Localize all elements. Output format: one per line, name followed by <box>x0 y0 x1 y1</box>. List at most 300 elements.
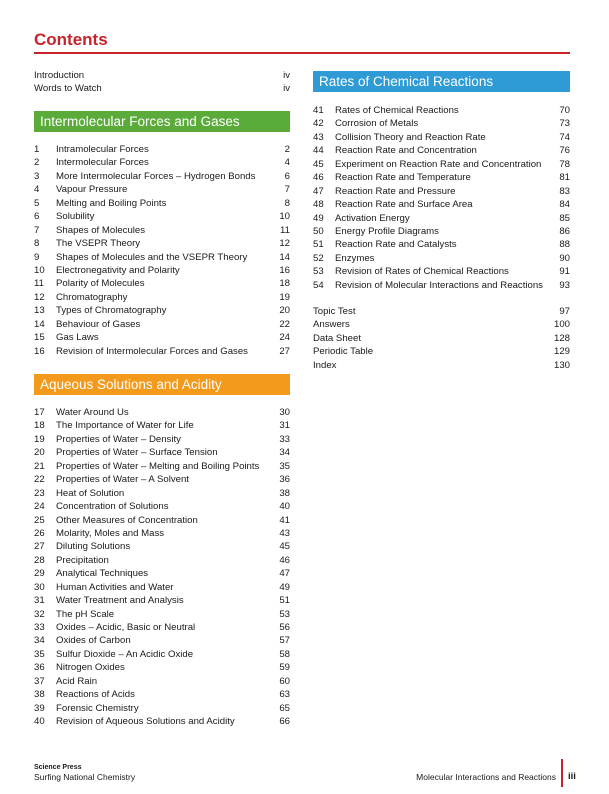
toc-entry-label: Energy Profile Diagrams <box>335 225 439 237</box>
toc-entry-number: 33 <box>34 622 45 633</box>
toc-entry-label: Vapour Pressure <box>56 184 128 196</box>
toc-entry-title <box>34 648 270 661</box>
toc-entry-title <box>34 621 270 634</box>
toc-entry-page: 33 <box>279 433 290 445</box>
toc-entry-number: 18 <box>34 420 45 432</box>
toc-entry-number: 13 <box>34 305 45 317</box>
toc-entry-title <box>34 318 270 331</box>
toc-entry-label: The VSEPR Theory <box>56 238 141 250</box>
toc-entry-page: 97 <box>559 306 570 317</box>
toc-entry[interactable] <box>313 131 570 144</box>
toc-entry-label: Solubility <box>56 211 95 223</box>
toc-entry-title <box>34 264 270 277</box>
toc-entry-page: 65 <box>279 702 290 714</box>
series-name: Surfing National Chemistry <box>34 772 136 782</box>
toc-entry-words-to-watch[interactable] <box>34 82 290 95</box>
toc-entry-label: Heat of Solution <box>56 487 125 499</box>
toc-entry-number: 54 <box>313 279 324 291</box>
toc-entry-number: 20 <box>34 447 45 459</box>
toc-entry[interactable] <box>313 238 570 251</box>
toc-entry-page: 30 <box>279 407 290 418</box>
toc-entry-number: 5 <box>34 197 40 209</box>
toc-entry[interactable] <box>313 185 570 198</box>
toc-entry-title <box>34 608 270 621</box>
toc-entry-number: 52 <box>313 252 324 264</box>
toc-entry-page: iv <box>283 83 290 95</box>
toc-entry-title <box>34 514 270 527</box>
toc-entry-number: 31 <box>34 595 45 607</box>
toc-entry[interactable] <box>34 264 290 277</box>
toc-entry-title <box>313 318 550 331</box>
toc-entry-page: 35 <box>279 460 290 472</box>
toc-entry-page: 51 <box>279 595 290 607</box>
toc-entry-label: Human Activities and Water <box>56 581 174 593</box>
toc-entry-page: 4 <box>284 157 290 169</box>
toc-entry[interactable] <box>34 661 290 674</box>
toc-entry-label: Oxides – Acidic, Basic or Neutral <box>56 622 196 633</box>
toc-entry-label: Properties of Water – Density <box>56 433 181 445</box>
toc-entry[interactable] <box>34 581 290 594</box>
toc-entry-page: 40 <box>279 501 290 513</box>
toc-entry-page: 85 <box>559 212 570 224</box>
toc-entry-number: 7 <box>34 224 40 236</box>
toc-entry-page: 86 <box>559 225 570 237</box>
toc-entry-number: 10 <box>34 264 45 276</box>
toc-entry-label: Acid Rain <box>56 675 98 687</box>
toc-entry-label: Forensic Chemistry <box>56 702 139 714</box>
toc-entry-label: Intermolecular Forces <box>56 157 149 169</box>
toc-entry[interactable] <box>34 648 290 661</box>
toc-entry-number: 17 <box>34 407 45 418</box>
toc-entry-label: Corrosion of Metals <box>335 118 419 130</box>
toc-entry-label: Reactions of Acids <box>56 689 135 701</box>
toc-entry-label: Gas Laws <box>56 332 99 344</box>
toc-entry-title <box>313 131 550 144</box>
toc-entry-number: 44 <box>313 145 324 157</box>
toc-entry[interactable] <box>34 406 290 419</box>
toc-entry-number: 19 <box>34 433 45 445</box>
toc-entry[interactable] <box>34 487 290 500</box>
toc-entry[interactable] <box>34 331 290 344</box>
toc-entry-page: 66 <box>279 716 290 728</box>
toc-entry-label: Revision of Rates of Chemical Reactions <box>335 266 509 278</box>
toc-entry-title <box>313 212 550 225</box>
toc-entry-title <box>34 419 270 432</box>
toc-entry-label: Introduction <box>34 70 85 81</box>
toc-entry-number: 8 <box>34 238 40 250</box>
toc-entry-label: Experiment on Reaction Rate and Concentration <box>335 158 542 170</box>
toc-entry-number: 23 <box>34 487 45 499</box>
toc-entry-number: 30 <box>34 581 45 593</box>
toc-entry-page: 93 <box>559 279 570 291</box>
toc-entry-page: 59 <box>279 662 290 674</box>
page-number: iii <box>568 771 576 782</box>
toc-entry-number: 48 <box>313 199 324 211</box>
toc-entry-page: 7 <box>284 184 290 196</box>
toc-entry-page: 10 <box>279 211 290 223</box>
toc-entry-page: 36 <box>279 474 290 486</box>
toc-entry[interactable] <box>313 332 570 345</box>
toc-entry[interactable] <box>34 170 290 183</box>
toc-entry-page: 12 <box>279 238 290 250</box>
toc-entry-page: 18 <box>279 278 290 290</box>
section-list-aqueous <box>34 406 290 729</box>
toc-entry-label: Polarity of Molecules <box>56 278 145 290</box>
toc-entry-page: 81 <box>559 172 570 184</box>
toc-entry-label: Revision of Intermolecular Forces and Gases <box>56 345 248 357</box>
toc-entry-label: Analytical Techniques <box>56 568 149 580</box>
toc-entry[interactable] <box>34 594 290 607</box>
toc-entry-label: Properties of Water – A Solvent <box>56 474 189 486</box>
toc-entry-label: Reaction Rate and Concentration <box>335 145 477 157</box>
toc-entry-number: 34 <box>34 635 45 647</box>
toc-entry[interactable] <box>34 634 290 647</box>
toc-entry-page: 38 <box>279 487 290 499</box>
toc-entry-number: 51 <box>313 239 324 251</box>
toc-entry-title <box>34 345 270 358</box>
toc-entry-title <box>313 158 550 171</box>
toc-entry-label: Concentration of Solutions <box>56 501 169 513</box>
toc-entry-title <box>34 473 270 486</box>
toc-entry-number: 4 <box>34 184 40 196</box>
toc-entry-title <box>34 527 270 540</box>
toc-entry-label: Oxides of Carbon <box>56 635 131 647</box>
toc-entry[interactable] <box>313 171 570 184</box>
toc-entry-label: Enzymes <box>335 252 375 264</box>
toc-entry-page: 129 <box>553 346 570 358</box>
toc-entry-title <box>313 185 550 198</box>
toc-entry-label: Water Around Us <box>56 407 129 418</box>
toc-entry[interactable] <box>34 473 290 486</box>
toc-entry[interactable] <box>34 251 290 264</box>
toc-entry-title <box>313 238 550 251</box>
toc-entry-title <box>34 170 270 183</box>
toc-entry-number: 25 <box>34 514 45 526</box>
footer-book-title: Molecular Interactions and Reactions <box>416 772 556 782</box>
footer-publisher-block <box>34 764 135 782</box>
toc-entry-label: Collision Theory and Reaction Rate <box>335 131 486 143</box>
toc-entry[interactable] <box>313 318 570 331</box>
toc-entry-page: 16 <box>279 264 290 276</box>
toc-entry-label: Properties of Water – Surface Tension <box>56 447 218 459</box>
toc-entry[interactable] <box>34 688 290 701</box>
toc-entry[interactable] <box>34 621 290 634</box>
toc-entry-number: 6 <box>34 211 40 223</box>
toc-entry-title <box>313 359 550 372</box>
toc-entry-label: Reaction Rate and Pressure <box>335 185 456 197</box>
toc-entry-title <box>34 567 270 580</box>
toc-entry-number: 47 <box>313 185 324 197</box>
toc-entry-page: 11 <box>280 224 290 236</box>
toc-entry-number: 49 <box>313 212 324 224</box>
toc-entry[interactable] <box>34 702 290 715</box>
toc-entry-number: 2 <box>34 157 40 169</box>
toc-entry-label: The Importance of Water for Life <box>56 420 194 432</box>
toc-entry-page: 43 <box>279 527 290 539</box>
toc-entry-number: 15 <box>34 332 45 344</box>
page-title: Contents <box>34 30 108 49</box>
toc-entry-label: Reaction Rate and Temperature <box>335 172 471 184</box>
toc-entry-title <box>34 634 270 647</box>
toc-entry[interactable] <box>313 117 570 130</box>
toc-entry-page: 31 <box>279 420 290 432</box>
toc-entry[interactable] <box>313 198 570 211</box>
toc-entry-number: 40 <box>34 716 45 728</box>
toc-entry[interactable] <box>34 460 290 473</box>
toc-entry[interactable] <box>313 345 570 358</box>
toc-entry-label: Revision of Aqueous Solutions and Acidity <box>56 716 235 728</box>
toc-entry-label: Diluting Solutions <box>56 541 131 553</box>
toc-entry-title <box>313 305 550 318</box>
toc-entry[interactable] <box>34 514 290 527</box>
toc-entry-number: 21 <box>34 460 45 472</box>
section-heading-aqueous: Aqueous Solutions and Acidity <box>34 374 290 395</box>
toc-entry-page: 41 <box>279 514 290 526</box>
toc-entry[interactable] <box>34 433 290 446</box>
toc-entry[interactable] <box>34 527 290 540</box>
toc-entry-number: 42 <box>313 118 324 130</box>
toc-entry-number: 35 <box>34 648 45 660</box>
toc-entry-title <box>313 265 550 278</box>
toc-entry-title <box>34 156 270 169</box>
toc-entry[interactable] <box>34 224 290 237</box>
toc-entry-page: 57 <box>279 635 290 647</box>
toc-entry[interactable] <box>34 540 290 553</box>
footer-divider <box>561 759 563 787</box>
toc-entry-label: Other Measures of Concentration <box>56 514 198 526</box>
toc-entry-page: 83 <box>559 185 570 197</box>
toc-entry[interactable] <box>34 304 290 317</box>
toc-entry-page: 130 <box>553 359 570 371</box>
toc-entry-number: 50 <box>313 225 324 237</box>
toc-entry-page: 60 <box>279 675 290 687</box>
toc-entry-label: More Intermolecular Forces – Hydrogen Bonds <box>56 170 256 182</box>
toc-entry-page: 70 <box>559 105 570 116</box>
publisher-name: Science Press <box>34 764 82 771</box>
toc-entry-page: 22 <box>279 318 290 330</box>
toc-entry-number: 9 <box>34 251 40 263</box>
toc-entry-label: Nitrogen Oxides <box>56 662 125 674</box>
section-list-rates <box>313 104 570 292</box>
toc-entry[interactable] <box>313 158 570 171</box>
toc-entry-title <box>313 198 550 211</box>
toc-entry[interactable] <box>34 318 290 331</box>
toc-entry-page: 63 <box>279 689 290 701</box>
toc-entry-title <box>34 715 270 728</box>
toc-entry-label: Chromatography <box>56 291 128 303</box>
toc-entry[interactable] <box>34 291 290 304</box>
front-matter-list <box>34 69 290 96</box>
toc-entry-number: 43 <box>313 131 324 143</box>
toc-entry-title <box>34 304 270 317</box>
toc-entry-title <box>34 460 270 473</box>
toc-entry[interactable] <box>34 237 290 250</box>
toc-entry[interactable] <box>34 156 290 169</box>
toc-entry-page: 53 <box>279 608 290 620</box>
toc-entry[interactable] <box>313 212 570 225</box>
toc-entry-title <box>34 210 270 223</box>
toc-entry-label: Words to Watch <box>34 83 102 95</box>
toc-entry-page: 49 <box>279 581 290 593</box>
toc-entry-title <box>34 581 270 594</box>
toc-entry-title <box>34 406 270 419</box>
toc-entry-label: Periodic Table <box>313 346 374 358</box>
toc-entry-page: 45 <box>279 541 290 553</box>
toc-entry-title <box>313 225 550 238</box>
toc-entry-label: Properties of Water – Melting and Boiling Points <box>56 460 260 472</box>
toc-entry-title <box>34 331 270 344</box>
toc-entry[interactable] <box>34 554 290 567</box>
toc-entry-label: Water Treatment and Analysis <box>56 595 184 607</box>
toc-entry-page: 73 <box>559 118 570 130</box>
toc-entry-label: Answers <box>313 319 350 331</box>
toc-entry-title <box>313 104 550 117</box>
toc-entry-title <box>313 252 550 265</box>
toc-entry-page: 14 <box>279 251 290 263</box>
toc-entry-title <box>34 487 270 500</box>
toc-entry-title <box>34 183 270 196</box>
toc-entry-title <box>34 688 270 701</box>
toc-entry-title <box>34 661 270 674</box>
toc-entry-page: iv <box>283 70 290 81</box>
section-heading-intermolecular: Intermolecular Forces and Gases <box>34 111 290 132</box>
toc-entry-introduction[interactable] <box>34 69 290 82</box>
toc-entry-number: 53 <box>313 266 324 278</box>
toc-entry[interactable] <box>34 419 290 432</box>
toc-entry-page: 90 <box>559 252 570 264</box>
toc-entry-label: Topic Test <box>313 306 356 317</box>
toc-entry[interactable] <box>34 608 290 621</box>
toc-entry-page: 100 <box>553 319 570 331</box>
toc-entry[interactable] <box>34 446 290 459</box>
toc-entry-page: 6 <box>284 170 290 182</box>
toc-entry[interactable] <box>313 104 570 117</box>
toc-entry[interactable] <box>313 265 570 278</box>
toc-entry-page: 46 <box>279 554 290 566</box>
toc-entry-label: Shapes of Molecules and the VSEPR Theory <box>56 251 248 263</box>
toc-entry-label: Electronegativity and Polarity <box>56 264 180 276</box>
toc-entry-title <box>313 345 550 358</box>
toc-entry-number: 32 <box>34 608 45 620</box>
toc-entry-number: 46 <box>313 172 324 184</box>
toc-entry[interactable] <box>34 143 290 156</box>
toc-entry-title <box>34 433 270 446</box>
toc-entry-label: Reaction Rate and Catalysts <box>335 239 457 251</box>
toc-entry-number: 38 <box>34 689 45 701</box>
toc-entry[interactable] <box>34 567 290 580</box>
toc-entry-label: Behaviour of Gases <box>56 318 141 330</box>
toc-entry-title <box>34 675 270 688</box>
toc-entry-title <box>313 117 550 130</box>
toc-entry-page: 58 <box>279 648 290 660</box>
toc-entry-page: 76 <box>559 145 570 157</box>
toc-entry-page: 47 <box>279 568 290 580</box>
toc-entry-number: 1 <box>34 144 40 155</box>
toc-entry-title <box>34 594 270 607</box>
toc-entry[interactable] <box>34 500 290 513</box>
toc-entry-title <box>313 144 550 157</box>
toc-entry[interactable] <box>313 225 570 238</box>
toc-entry-number: 37 <box>34 675 45 687</box>
toc-entry-number: 12 <box>34 291 45 303</box>
toc-entry[interactable] <box>34 183 290 196</box>
toc-entry-page: 2 <box>284 144 290 155</box>
toc-entry-title <box>34 237 270 250</box>
toc-entry[interactable] <box>313 279 570 292</box>
toc-entry-page: 128 <box>553 332 570 344</box>
toc-entry-page: 19 <box>279 291 290 303</box>
toc-entry[interactable] <box>34 277 290 290</box>
toc-entry-title <box>34 446 270 459</box>
toc-entry-title <box>34 143 270 156</box>
toc-entry-label: Intramolecular Forces <box>56 144 149 155</box>
toc-entry-page: 78 <box>559 158 570 170</box>
toc-entry-label: Rates of Chemical Reactions <box>335 105 459 116</box>
title-rule <box>34 52 570 54</box>
toc-entry-label: Revision of Molecular Interactions and Reactions <box>335 279 543 291</box>
toc-entry-title <box>34 702 270 715</box>
toc-entry-number: 27 <box>34 541 45 553</box>
toc-entry[interactable] <box>34 715 290 728</box>
toc-entry-page: 91 <box>559 266 570 278</box>
toc-entry-label: Precipitation <box>56 554 109 566</box>
toc-entry-label: The pH Scale <box>56 608 115 620</box>
toc-entry-title <box>313 279 550 292</box>
toc-entry[interactable] <box>313 144 570 157</box>
toc-entry-label: Data Sheet <box>313 332 362 344</box>
toc-entry-label: Index <box>313 359 337 371</box>
toc-entry-number: 28 <box>34 554 45 566</box>
toc-entry-number: 36 <box>34 662 45 674</box>
toc-entry-title <box>313 332 550 345</box>
toc-entry-page: 34 <box>279 447 290 459</box>
toc-entry-number: 29 <box>34 568 45 580</box>
toc-entry-label: Reaction Rate and Surface Area <box>335 199 473 211</box>
toc-entry[interactable] <box>34 675 290 688</box>
toc-entry-title <box>313 171 550 184</box>
toc-entry-number: 16 <box>34 345 45 357</box>
toc-entry-label: Sulfur Dioxide – An Acidic Oxide <box>56 648 194 660</box>
toc-entry-page: 56 <box>279 622 290 633</box>
toc-entry-label: Molarity, Moles and Mass <box>56 527 165 539</box>
section-list-intermolecular <box>34 143 290 358</box>
toc-entry-title <box>34 500 270 513</box>
toc-entry-page: 84 <box>559 199 570 211</box>
toc-entry-title <box>34 197 270 210</box>
toc-entry[interactable] <box>313 359 570 372</box>
toc-entry-title <box>34 224 270 237</box>
toc-entry[interactable] <box>34 210 290 223</box>
toc-entry-number: 3 <box>34 170 40 182</box>
toc-entry-number: 39 <box>34 702 45 714</box>
toc-entry-page: 74 <box>559 131 570 143</box>
toc-entry-title <box>34 277 270 290</box>
toc-entry-label: Melting and Boiling Points <box>56 197 167 209</box>
toc-entry-title <box>34 540 270 553</box>
toc-entry[interactable] <box>313 305 570 318</box>
toc-entry-page: 88 <box>559 239 570 251</box>
toc-entry-number: 14 <box>34 318 45 330</box>
toc-entry[interactable] <box>34 197 290 210</box>
toc-entry[interactable] <box>313 252 570 265</box>
toc-entry-number: 26 <box>34 527 45 539</box>
toc-entry-page: 20 <box>279 305 290 317</box>
toc-entry[interactable] <box>34 345 290 358</box>
toc-entry-title <box>34 554 270 567</box>
back-matter-list <box>313 305 570 372</box>
toc-entry-number: 24 <box>34 501 45 513</box>
toc-entry-number: 41 <box>313 105 324 116</box>
